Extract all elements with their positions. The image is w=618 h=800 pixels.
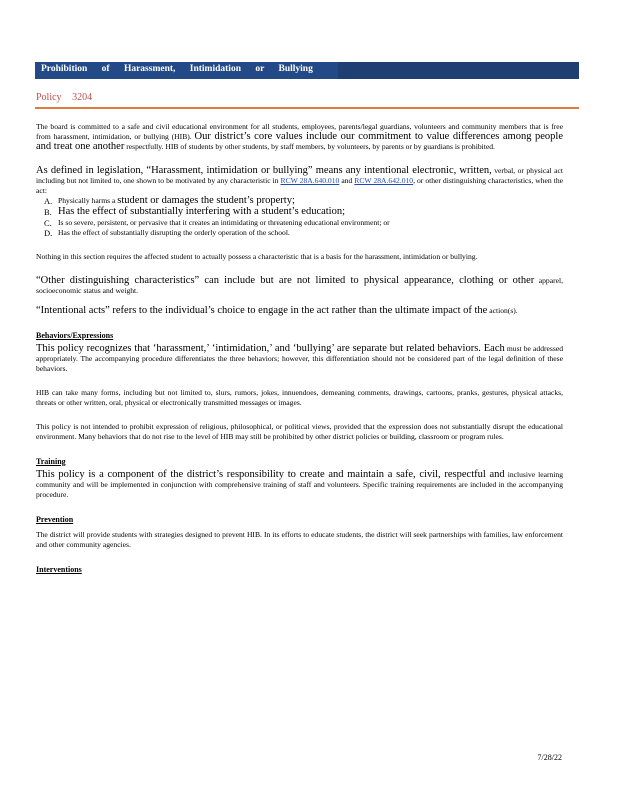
list-item [44,195,563,206]
intentional-text-small: action(s). [489,306,518,315]
training-text-large: This policy is a component of the district’s responsibility to create and maintain a safe, civil, respectful and [36,469,505,480]
list-item-text: Is so severe, persistent, or pervasive that it creates an intimidating or threatening educational environment; or [58,218,390,227]
list-item-text: Has the effect of substantially disrupting the orderly operation of the school. [58,228,290,237]
rcw-link-2[interactable]: RCW 28A.642.010 [354,176,414,185]
list-marker: A. [44,196,53,206]
intro-paragraph [36,122,563,152]
intentional-text-large: “Intentional acts” refers to the individual’s choice to engage in the act rather than the ultimate impact of the [36,305,488,316]
other-characteristics-paragraph [36,276,563,296]
nothing-paragraph: Nothing in this section requires the affected student to actually possess a characteristic that is a basis for the harassment, intimidation or bullying. [36,252,478,261]
intro-text-large: Our district’s core values include our commitment to value differences among people and treat one another [36,131,564,152]
footer-date: 7/28/22 [537,753,562,762]
list-marker: C. [44,218,52,228]
definition-text-a: verbal, or physical act including but not limited to, one shown to be motivated by any characteristic in [36,166,563,185]
behaviors-paragraph-3: This policy is not intended to prohibit expression of religious, philosophical, or political views, provided that the expression does not substantially disrupt the educational environment. Many behaviors that do not rise to the level of HIB may still be prohibited by other district policies or building, classroom or program rules. [36,422,563,441]
behaviors-paragraph-1 [36,344,563,374]
definition-list [36,196,563,238]
other-text-small: apparel, socioeconomic status and weight. [36,276,563,295]
definition-text-large: As defined in legislation, “Harassment, intimidation or bullying” means any intentional electronic, written, [36,165,492,176]
definition-text-b: , or other distinguishing characteristics, when the act: [36,176,563,195]
training-heading: Training [36,457,66,466]
list-item-text-large: student or damages the student’s property; [117,195,295,206]
behaviors-paragraph-2: HIB can take many forms, including but not limited to, slurs, rumors, jokes, innuendoes, demeaning comments, drawings, cartoons, pranks, gestures, physical attacks, threats or other written, oral, physical or electronically transmitted messages or images. [36,388,563,407]
list-item-text-large: Has the effect of substantially interfering with a student’s education; [58,206,346,217]
list-item [44,228,563,238]
definition-paragraph [36,166,563,196]
header-divider [35,107,579,109]
training-text-small: inclusive learning community and will be implemented in conjunction with comprehensive training of staff and volunteers. Specific training requirements are included in the accompanying procedure. [36,470,564,499]
rcw-link-1[interactable]: RCW 28A.640.010 [280,176,340,185]
behaviors-text-large: This policy recognizes that ‘harassment,’ ‘intimidation,’ and ‘bullying’ are separate but related behaviors. Each [36,343,505,354]
prevention-paragraph: The district will provide students with strategies designed to prevent HIB. In its efforts to educate students, the district will seek partnerships with families, law enforcement and other community agencies. [36,530,563,549]
list-item [44,218,563,228]
other-text-large: “Other distinguishing characteristics” can include but are not limited to physical appearance, clothing or other [36,275,535,286]
list-marker: B. [44,207,52,217]
prevention-heading: Prevention [36,515,74,524]
interventions-heading: Interventions [36,565,82,574]
policy-number-line [36,92,92,103]
policy-number: 3204 [72,92,93,103]
behaviors-text-small: must be addressed appropriately. The accompanying procedure differentiates the three behaviors; however, this differentiation should not be considered part of the legal definition of these behaviors. [36,344,563,373]
behaviors-heading: Behaviors/Expressions [36,331,114,340]
intro-text-tail: respectfully. HIB of students by other students, by staff members, by volunteers, by parents or by guardians is prohibited. [126,142,495,151]
policy-label: Policy [36,92,62,103]
definition-and: and [341,176,353,185]
training-paragraph [36,470,563,500]
title-bar [35,62,579,79]
intro-text-small: The board is committed to a safe and civil educational environment for all students, employees, parents/legal guardians, volunteers and community members that is free from harassment, intimidation, or bullying (HIB). [36,122,563,141]
list-marker: D. [44,228,53,238]
list-item-text: Physically harms a [58,196,116,205]
document-title: Prohibition of Harassment, Intimidation or Bullying [41,64,313,74]
list-item [44,206,563,218]
policy-body [36,122,563,575]
intentional-acts-paragraph [36,306,563,316]
